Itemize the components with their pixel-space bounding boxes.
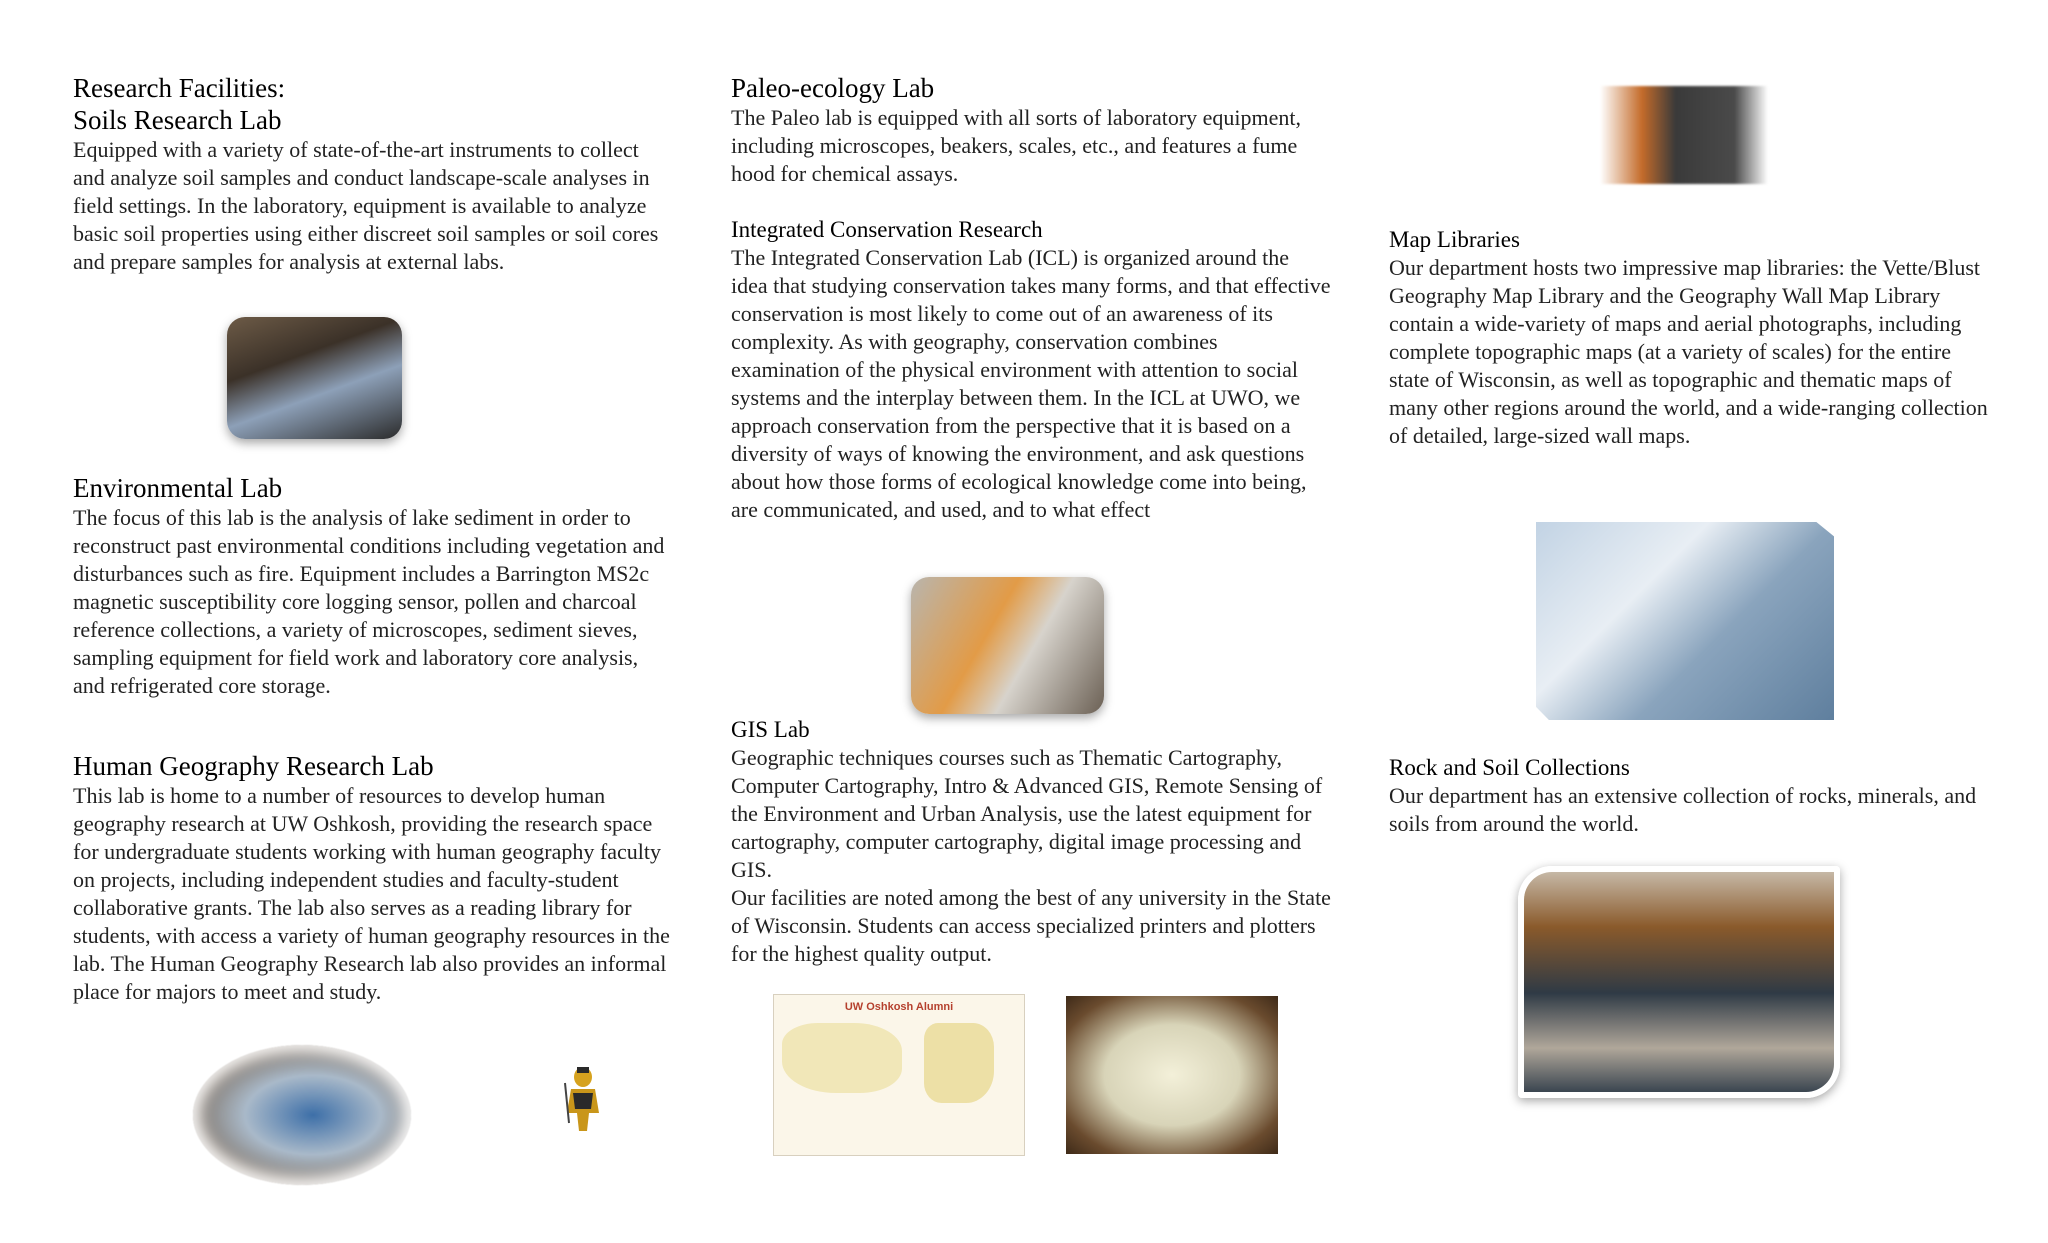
research-facilities-heading: Research Facilities: — [73, 73, 286, 103]
human-geography-photo — [193, 1045, 411, 1185]
paleo-lab-text: The Paleo lab is equipped with all sorts of laboratory equipment, including microscopes, beakers, scales, etc., and features a fume hood for chemical assays. — [731, 105, 1302, 186]
relief-map-photo — [1530, 516, 1840, 726]
environmental-lab-title: Environmental Lab — [73, 473, 283, 503]
icl-photo — [911, 577, 1104, 714]
rock-soil-text: Our department has an extensive collection of rocks, minerals, and soils from around the world. — [1389, 783, 1977, 836]
lightbox-map-photo — [1066, 996, 1278, 1154]
alumni-poster-title: UW Oshkosh Alumni — [844, 1001, 954, 1013]
human-geography-section — [73, 750, 673, 1006]
us-map-shape — [782, 1023, 902, 1093]
icl-title: Integrated Conservation Research — [731, 217, 1043, 242]
map-libraries-section — [1389, 226, 1989, 450]
titan-mascot-icon — [561, 1063, 605, 1133]
soils-lab-title: Soils Research Lab — [73, 105, 282, 135]
rock-collection-photo — [1518, 866, 1840, 1098]
column-middle — [731, 72, 1331, 188]
icl-text: The Integrated Conservation Lab (ICL) is organized around the idea that studying conservation takes many forms, and that effective conservation is most likely to come out of an awareness of its complexity. As with geography, conservation combines examination of the physical environment with attention to social systems and the interplay between them. In the ICL at UWO, we approach conservation from the perspective that it is based on a diversity of ways of knowing the environment, and ask questions about how those forms of ecological knowledge come into being, are communicated, and used, and to what effect — [731, 245, 1331, 522]
environmental-section — [73, 472, 673, 700]
human-geography-lab-text: This lab is home to a number of resources to develop human geography research at UW Oshkosh, providing the research space for undergraduate students working with human geography faculty on projects, including independent studies and faculty-student collaborative grants. The lab also serves as a reading library for students, with access a variety of human geography resources in the lab. The Human Geography Research lab also provides an informal place for majors to meet and study. — [73, 783, 670, 1004]
gis-lab-title: GIS Lab — [731, 717, 810, 742]
paleo-lab-title: Paleo-ecology Lab — [731, 73, 935, 103]
gis-lab-text-2: Our facilities are noted among the best of any university in the State of Wisconsin. Students can access specialized printers and plotters for the highest quality output. — [731, 885, 1331, 966]
rock-soil-title: Rock and Soil Collections — [1389, 755, 1630, 780]
wisconsin-map-shape — [924, 1023, 994, 1103]
soils-lab-photo — [227, 317, 402, 439]
soils-lab-text: Equipped with a variety of state-of-the-art instruments to collect and analyze soil samples and conduct landscape-scale analyses in field settings. In the laboratory, equipment is available to analyze basic soil properties using either discreet soil samples or soil cores and prepare samples for analysis at external labs. — [73, 137, 659, 274]
rock-soil-section — [1389, 754, 1989, 838]
alumni-map-poster — [773, 994, 1025, 1156]
map-libraries-title: Map Libraries — [1389, 227, 1520, 252]
human-geography-lab-title: Human Geography Research Lab — [73, 751, 434, 781]
environmental-lab-text: The focus of this lab is the analysis of lake sediment in order to reconstruct past environmental conditions including vegetation and disturbances such as fire. Equipment includes a Barrington MS2c magnetic susceptibility core logging sensor, pollen and charcoal reference collections, a variety of microscopes, sediment sieves, sampling equipment for field work and laboratory core analysis, and refrigerated core storage. — [73, 505, 665, 698]
map-library-sign-photo — [1600, 86, 1768, 184]
icl-section — [731, 216, 1331, 524]
gis-lab-text-1: Geographic techniques courses such as Thematic Cartography, Computer Cartography, Intro & Advanced GIS, Remote Sensing of the Environment and Urban Analysis, use the latest equipment for cartography, computer cartography, digital image processing and GIS. — [731, 745, 1323, 882]
map-libraries-text: Our department hosts two impressive map libraries: the Vette/Blust Geography Map Library and the Geography Wall Map Library contain a wide-variety of maps and aerial photographs, including complete topographic maps (at a variety of scales) for the entire state of Wisconsin, as well as topographic and thematic maps of many other regions around the world, and a wide-ranging collection of detailed, large-sized wall maps. — [1389, 255, 1988, 448]
gis-section — [731, 716, 1331, 968]
column-left — [73, 72, 673, 276]
